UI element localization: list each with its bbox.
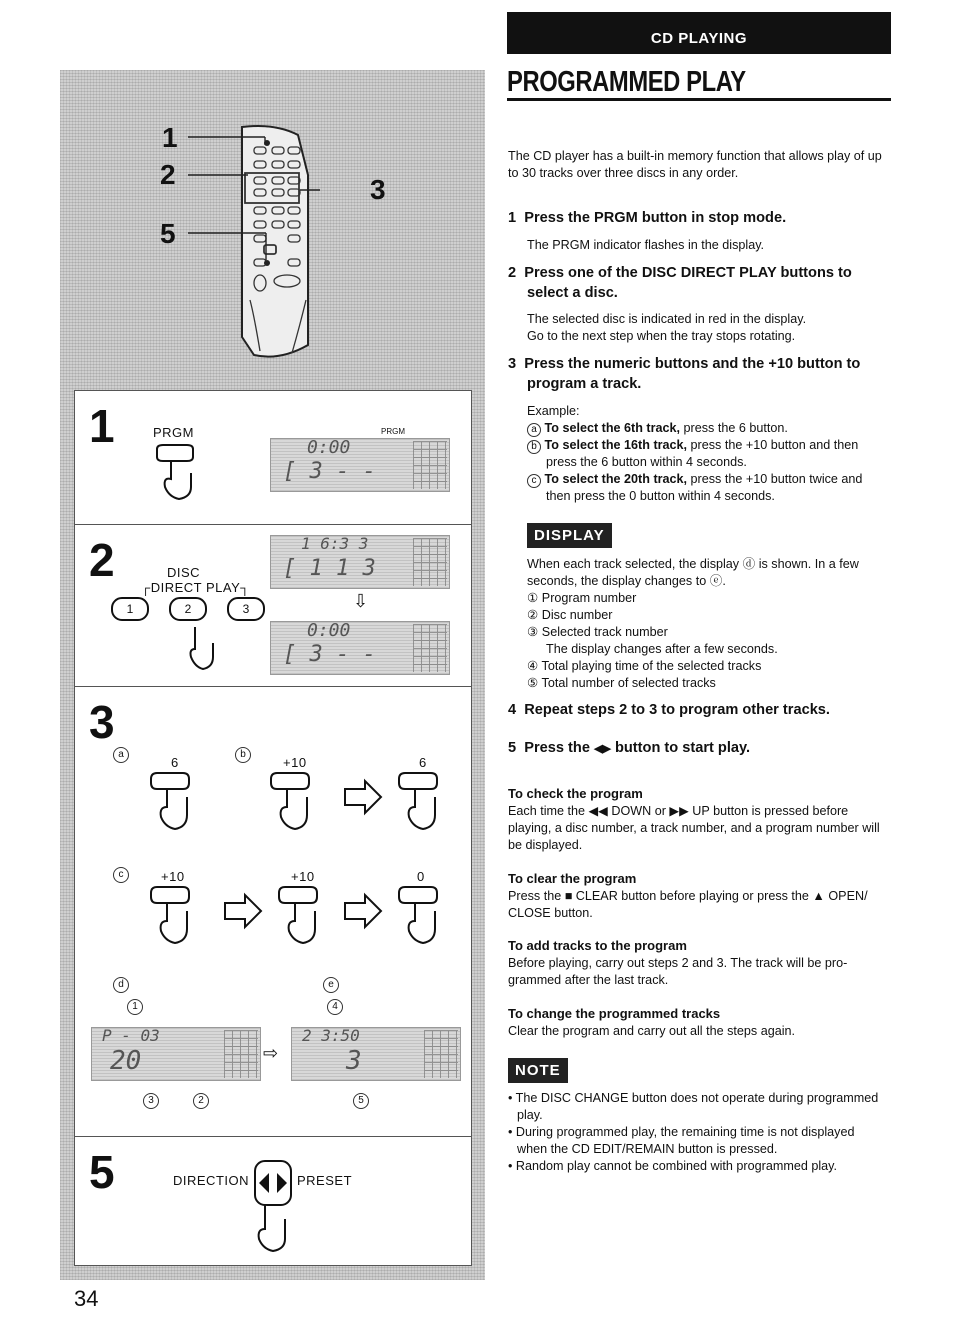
step-2-body: Go to the next step when the tray stops rotating. [527, 329, 796, 343]
marker-a: a [113, 747, 129, 763]
note-badge: NOTE [508, 1058, 568, 1083]
add-tracks-title: To add tracks to the program [508, 938, 687, 953]
illustration-step-2 [74, 524, 472, 688]
step-3-number: 3 [89, 696, 115, 748]
clear-program-title: To clear the program [508, 871, 637, 886]
disc-3-button[interactable]: 3 [227, 597, 265, 621]
change-tracks-title: To change the programmed tracks [508, 1006, 721, 1021]
key-plus10: +10 [283, 755, 307, 770]
add-tracks-text: Before playing, carry out steps 2 and 3. The track will be pro- [508, 956, 848, 970]
section-header: CD PLAYING [507, 12, 891, 54]
illustration-panel [60, 70, 485, 1280]
step-2-heading-cont: select a disc. [527, 285, 618, 301]
display-text: When each track selected, the display ⓓ is shown. In a few [527, 557, 859, 571]
preset-label: PRESET [297, 1173, 353, 1188]
check-program-text: playing, a disc number, a track number, and a program number will [508, 821, 880, 835]
callout-2: 2 [160, 159, 176, 190]
direction-preset-button [253, 1159, 295, 1255]
key-plus10: +10 [291, 869, 315, 884]
finger-press-icon [187, 625, 217, 671]
clear-program-text: Press the ■ CLEAR button before playing or press the ▲ OPEN/ [508, 889, 868, 903]
step-1-heading: 1 Press the PRGM button in stop mode. [508, 210, 787, 226]
check-program-text: be displayed. [508, 838, 583, 852]
example-b-cont: press the 6 button within 4 seconds. [546, 455, 747, 469]
display-item: ⑤ Total number of selected tracks [527, 676, 716, 690]
key-6: 6 [171, 755, 179, 770]
display-item: ② Disc number [527, 608, 613, 622]
ref-4: 4 [327, 999, 343, 1015]
marker-d: d [113, 977, 129, 993]
direct-play-label: ┌DIRECT PLAY┐ [141, 580, 250, 595]
example-c-cont: then press the 0 button within 4 seconds. [546, 489, 775, 503]
check-program-title: To check the program [508, 786, 643, 801]
lcd-display: 0:00 [ 3 - - [270, 621, 450, 675]
direction-preset-icon: ◀▶ [594, 743, 611, 755]
intro-text: The CD player has a built-in memory function that allows play of up to 30 tracks over three discs in any order. [508, 149, 882, 180]
step-3-heading: 3 Press the numeric buttons and the +10 button to [508, 356, 861, 372]
step-3-heading-cont: program a track. [527, 376, 642, 392]
callout-1: 1 [162, 122, 178, 153]
step-2-heading: 2 Press one of the DISC DIRECT PLAY buttons to [508, 265, 852, 281]
note-item: • Random play cannot be combined with programmed play. [508, 1159, 837, 1173]
lcd-prgm-tag: PRGM [381, 427, 405, 436]
illustration-step-5 [74, 1136, 472, 1266]
ref-5: 5 [353, 1093, 369, 1109]
marker-e: e [323, 977, 339, 993]
right-arrow-icon: ⇨ [263, 1043, 279, 1063]
display-badge: DISPLAY [527, 523, 612, 548]
lcd-display-e: 2 3:50 3 [291, 1027, 461, 1081]
direction-label: DIRECTION [173, 1173, 249, 1188]
step-1-number: 1 [89, 400, 115, 452]
display-item-note: The display changes after a few seconds. [546, 642, 778, 656]
clear-program-text: CLOSE button. [508, 906, 593, 920]
example-b: b To select the 16th track, press the +10 button and then [527, 437, 858, 454]
disc-label: DISC [167, 565, 201, 580]
disc-1-button[interactable]: 1 [111, 597, 149, 621]
lcd-display: 1 6:3 3 [ 1 1 3 [270, 535, 450, 589]
step-4-heading: 4 Repeat steps 2 to 3 to program other tracks. [508, 702, 830, 718]
disc-2-button[interactable]: 2 [169, 597, 207, 621]
marker-b: b [235, 747, 251, 763]
example-a: a To select the 6th track, press the 6 button. [527, 420, 788, 437]
marker-c: c [113, 867, 129, 883]
prgm-label: PRGM [153, 425, 194, 440]
page-number: 34 [74, 1286, 99, 1311]
add-tracks-text: grammed after the last track. [508, 973, 669, 987]
change-tracks-text: Clear the program and carry out all the steps again. [508, 1024, 796, 1038]
callout-5: 5 [160, 218, 176, 249]
check-program-text: Each time the ◀◀ DOWN or ▶▶ UP button is pressed before [508, 804, 849, 818]
key-0: 0 [417, 869, 425, 884]
display-item: ④ Total playing time of the selected tracks [527, 659, 762, 673]
illustration-step-3 [74, 686, 472, 1138]
page-title: PROGRAMMED PLAY [507, 66, 746, 98]
illustration-step-1 [74, 390, 472, 526]
callout-3: 3 [370, 174, 386, 205]
key-press-sequence [75, 767, 471, 957]
note-item-cont: when the CD EDIT/REMAIN button is pressed. [517, 1142, 778, 1156]
note-item: • During programmed play, the remaining time is not displayed [508, 1125, 855, 1139]
note-item-cont: play. [517, 1108, 543, 1122]
step-1-body: The PRGM indicator flashes in the display. [527, 238, 765, 252]
key-plus10: +10 [161, 869, 185, 884]
remote-illustration [60, 70, 485, 390]
example-c: c To select the 20th track, press the +10 button twice and [527, 471, 862, 488]
display-item: ③ Selected track number [527, 625, 668, 639]
ref-1: 1 [127, 999, 143, 1015]
step-2-number: 2 [89, 534, 115, 586]
step-5-heading: 5 Press the ◀▶ button to start play. [508, 740, 751, 756]
example-label: Example: [527, 404, 580, 418]
title-rule [507, 98, 891, 101]
ref-2: 2 [193, 1093, 209, 1109]
key-6: 6 [419, 755, 427, 770]
display-text: seconds, the display changes to ⓔ. [527, 574, 726, 588]
step-2-body: The selected disc is indicated in red in the display. [527, 312, 807, 326]
finger-press-icon [153, 443, 197, 501]
step-5-number: 5 [89, 1146, 115, 1198]
down-arrow-icon: ⇩ [353, 591, 369, 611]
note-item: • The DISC CHANGE button does not operate during programmed [508, 1091, 879, 1105]
ref-3: 3 [143, 1093, 159, 1109]
lcd-display-d: P - 03 20 [91, 1027, 261, 1081]
lcd-display: 0:00 [ 3 - - [270, 438, 450, 492]
display-item: ① Program number [527, 591, 637, 605]
